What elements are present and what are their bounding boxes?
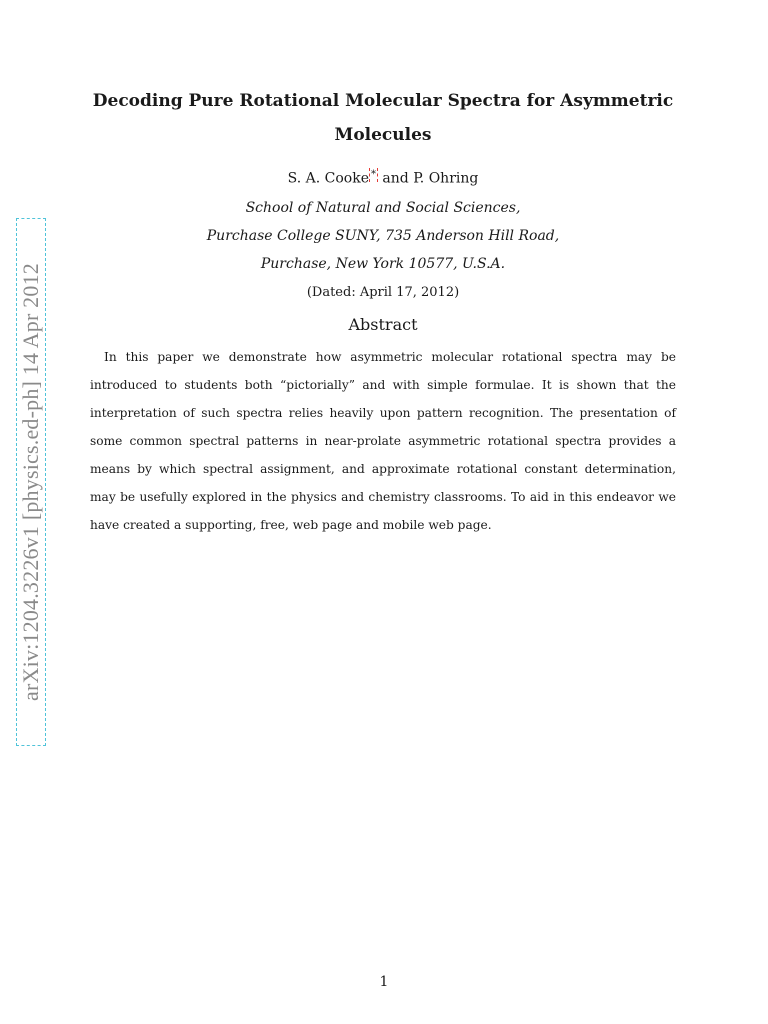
paper-title: Decoding Pure Rotational Molecular Spectra for Asymmetric Molecules xyxy=(92,91,674,145)
footnote-link[interactable]: * xyxy=(370,169,376,180)
author-line xyxy=(90,168,676,189)
author-name: S. A. Cooke xyxy=(287,170,369,187)
arxiv-identifier-stamp[interactable] xyxy=(16,218,46,746)
abstract-text: In this paper we demonstrate how asymmetric molecular rotational spectra may be introduced to students both “pictorially” and with simple formulae. It is shown that the interpretation of such spectra relies heavily upon pattern recognition. The presentation of some common spectral patterns in near-prolate asymmetric rotational spectra provides a means by which spectral assignment, and approximate rotational constant determination, may be usefully explored in the physics and chemistry classrooms. To aid in this endeavor we have created a supporting, free, web page and mobile web page. xyxy=(90,350,676,532)
page-number: 1 xyxy=(379,974,389,990)
abstract-heading: Abstract xyxy=(348,315,418,334)
affiliation-line: School of Natural and Social Sciences, xyxy=(245,200,521,216)
affiliation-block xyxy=(90,194,676,278)
affiliation-line: Purchase, New York 10577, U.S.A. xyxy=(260,256,506,272)
date-line: (Dated: April 17, 2012) xyxy=(306,285,460,300)
arxiv-identifier-text: arXiv:1204.3226v1 [physics.ed-ph] 14 Apr 2012 xyxy=(18,263,44,701)
affiliation-line: Purchase College SUNY, 735 Anderson Hill Road, xyxy=(206,228,560,244)
coauthor-name: and P. Ohring xyxy=(377,170,479,187)
